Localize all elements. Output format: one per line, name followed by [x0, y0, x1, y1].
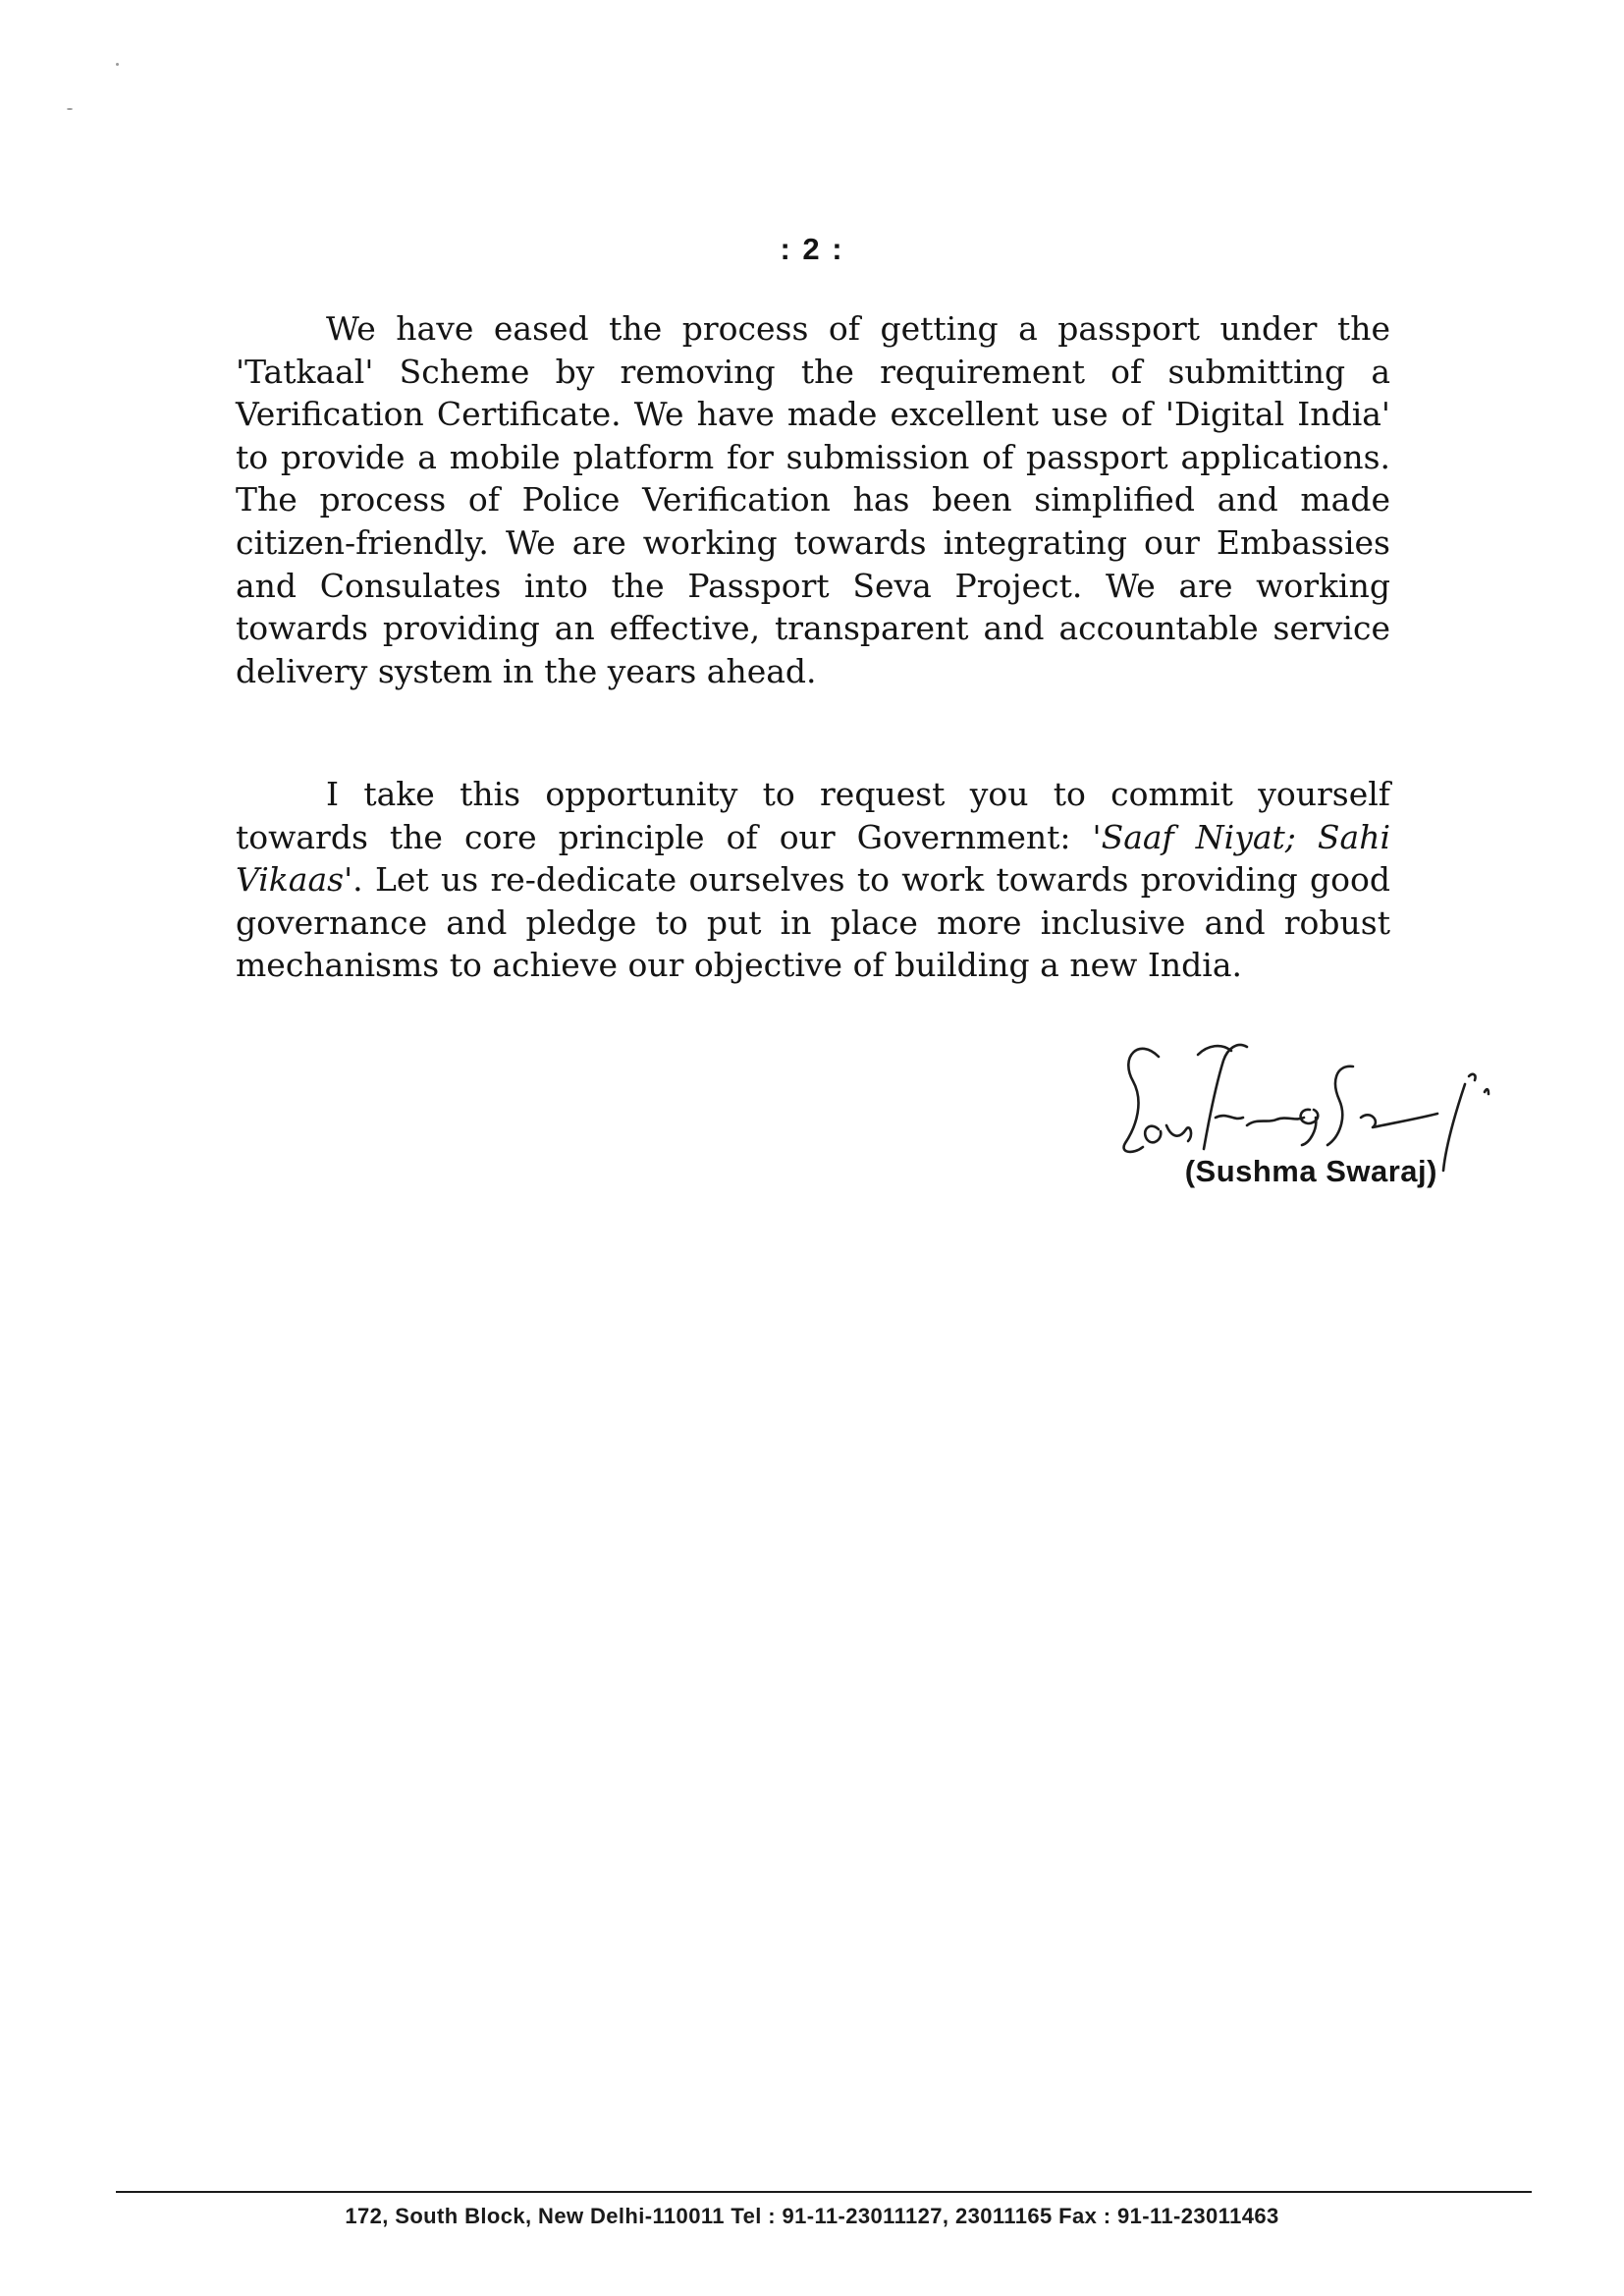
footer-address: 172, South Block, New Delhi-110011 Tel : 91-11-23011127, 23011165 Fax : 91-11-23011463 — [345, 2204, 1279, 2228]
footer-divider — [116, 2191, 1532, 2193]
paragraph-text-start: I take this opportunity to request you to commit yourself towards the core principle of our Government: — [236, 775, 1390, 856]
signature-hidden-label: Sushma Swaraj — [1100, 1027, 1108, 1028]
handwritten-signature — [1100, 1027, 1542, 1175]
paragraph-text-end: . Let us re-dedicate ourselves to work towards providing good governance and pledge to put in place more inclusive and robust mechanisms to achieve our objective of building a new India. — [236, 860, 1390, 985]
signatory-name: (Sushma Swaraj) — [1184, 1154, 1437, 1188]
scan-speck — [116, 63, 119, 66]
paragraph-commitment — [236, 773, 1390, 987]
scan-speck — [67, 108, 73, 110]
paragraph-text: We have eased the process of getting a passport under the 'Tatkaal' Scheme by removing the requirement of submitting a Verification Certificate. We have made excellent use of 'Digital India' to provide a mobile platform for submission of passport applications. The process of Police Verification has been simplified and made citizen-friendly. We are working towards integrating our Embassies and Consulates into the Passport Seva Project. We are working towards providing an effective, transparent and accountable service delivery system in the years ahead. — [236, 309, 1390, 690]
page-number: : 2 : — [780, 232, 844, 266]
paragraph-text — [236, 773, 1390, 987]
government-motto: 'Saaf Niyat; Sahi Vikaas' — [236, 817, 1391, 900]
paragraph-passport-reforms — [236, 307, 1390, 692]
